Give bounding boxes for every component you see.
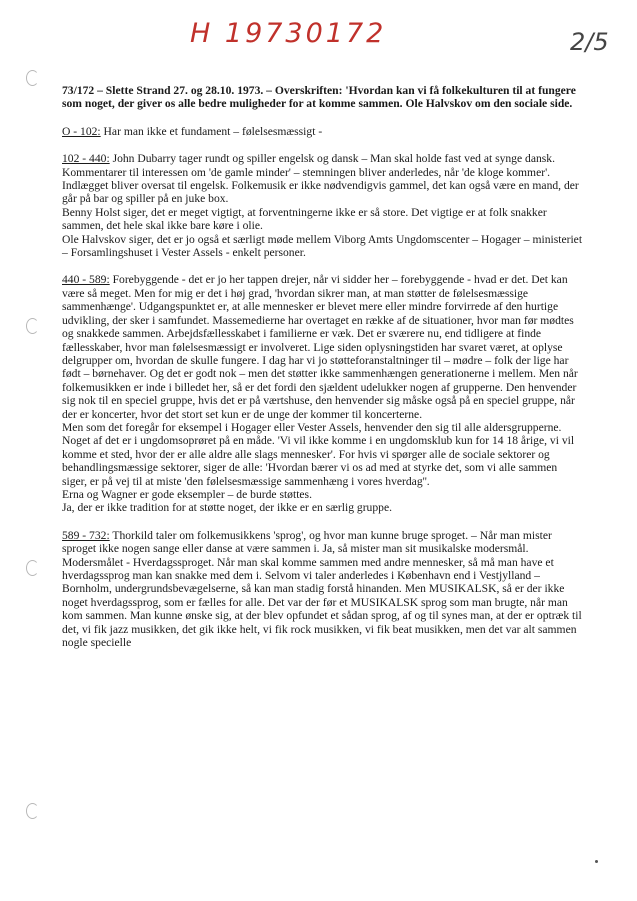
timecode: 102 - 440: — [62, 152, 110, 166]
handwritten-archive-id: H 19730172 — [190, 18, 387, 49]
timecode: 589 - 732: — [62, 528, 110, 542]
handwritten-page-count: 2/5 — [570, 28, 609, 56]
paragraph-text: Noget af det er i ungdomsoprøret på en måde. 'Vi vil ikke komme i en ungdomsklub kun for 14 18 årige, vi vil komme et sted, hvor der er alle aldre alle slags mennesker'. For hvis vi spørger alle de sociale sektorer og behandlingsmæssige sektorer, siger de alle: 'Hvordan bærer vi os ad med at styrke det, som vi alle sammen siger, er på vej til at miste 'den følelsesmæssige sammenhæng i vores hverdag''. — [62, 434, 575, 488]
paragraph-text: Benny Holst siger, det er meget vigtigt, at forventningerne ikke er så store. Det vigtige er at folk snakker sammen, det hele skal ikke bare køre i olie. — [62, 205, 547, 233]
paragraph-text: Ja, der er ikke tradition for at støtte noget, der ikke er en særlig gruppe. — [62, 501, 392, 515]
paragraph-text: John Dubarry tager rundt og spiller engelsk og dansk – Man skal holde fast ved at synge dansk. Kommentarer til interessen om 'de gamle minder' – stemningen bliver anderledes, når 'de kloge kommer'. Indlægget bliver oversat til engelsk. Folkemusik er ikke nødvendigvis gammel, det kan også være en mand, der går på bar og spiller på en juke box. — [62, 152, 579, 206]
punch-hole-mark — [26, 803, 39, 819]
paragraph-text: Men som det foregår for eksempel i Hogager eller Vester Assels, henvender den sig til alle aldersgrupperne. — [62, 420, 562, 434]
timecode: 440 - 589: — [62, 273, 110, 287]
paragraph-text: Thorkild taler om folkemusikkens 'sprog', og hvor man kunne bruge sproget. – Når man mister sproget ikke nogen sange eller danse at være sammen i. Ja, så mister man sit musikalske modersmål. Modersmålet - Hverdagssproget. Når man skal komme sammen med andre mennesker, så må man have et hverdagssprog man kan snakke med dem i. Selvom vi taler anderledes i København end i Vestjylland – Bornholm, undergrundsbevægelserne, så kan man stadig forstå hinanden. Men MUSIKALSK, så er der ikke noget hverdagssprog, som er fælles for alle. Det var der før et MUSIKALSK sprog som man brugte, når man kom sammen. Man kunne ønske sig, at der blev opfundet et sådan sprog, af og til synes man, at der er optræk til det, vi fik jazz musikken, det gik ikke helt, vi fik rock musikken, vi fik beat musikken, men det var alt sammen nogle specielle — [62, 528, 582, 650]
punch-hole-mark — [26, 318, 39, 334]
document-heading: 73/172 – Slette Strand 27. og 28.10. 1973. – Overskriften: 'Hvordan kan vi få folkekulturen til at fungere som noget, der giver os alle bedre muligheder for at komme sammen. Ole Halvskov om den sociale side. — [62, 84, 576, 111]
timecode: O - 102: — [62, 124, 101, 138]
paragraph-text: Har man ikke et fundament – følelsesmæssigt - — [100, 124, 323, 138]
scan-dot — [595, 860, 598, 863]
paragraph-text: Erna og Wagner er gode eksempler – de burde støttes. — [62, 487, 312, 501]
punch-hole-mark — [26, 560, 39, 576]
section-paragraph — [62, 529, 584, 650]
punch-hole-mark — [26, 70, 39, 86]
section-paragraph — [62, 125, 584, 138]
section-paragraph — [62, 273, 584, 420]
section-paragraph — [62, 152, 584, 206]
paragraph-text: Forebyggende - det er jo her tappen drejer, når vi sidder her – forebyggende - hvad er det. Det kan være så meget. Men for mig er det i høj grad, 'hvordan sikrer man, at man støtter de følelsesmæssige sammenhænge'. Udgangspunktet er, at alle mennesker er blevet mere eller mindre forvirrede af den hurtige udvikling, der sker i samfundet. Massemedierne har overtaget en række af de situationer, hvor man før mødtes og snakkede sammen. Arbejdsfællesskabet i familierne er væk. Det er sværere nu, end tidligere at finde fællesskaber, hvor man følelsesmæssigt er involveret. Lige siden oplysningstiden har svaret været, at oplyse delgrupper om, hvordan de skulle fungere. I dag har vi jo støtteforanstaltninger til – mødre – folk der lige har født – børnehaver. Og det er godt nok – men det støtter ikke sammenhængen generationerne i mellem. Men når folkemusikken er inde i billedet her, så er det fordi den sjældent udelukker nogen af grupperne. Den henvender sig nok til en speciel gruppe, hvis det er på værtshuse, den henvender sig måske også på en speciel gruppe, når der er koncerter, hvor det stort set kun er de unge der kommer til koncerterne. — [62, 273, 578, 421]
document-body — [62, 84, 584, 649]
paragraph-text: Ole Halvskov siger, det er jo også et særligt møde mellem Viborg Amts Ungdomscenter – Hogager – ministeriet – Forsamlingshuset i Vester Assels - enkelt personer. — [62, 232, 583, 260]
